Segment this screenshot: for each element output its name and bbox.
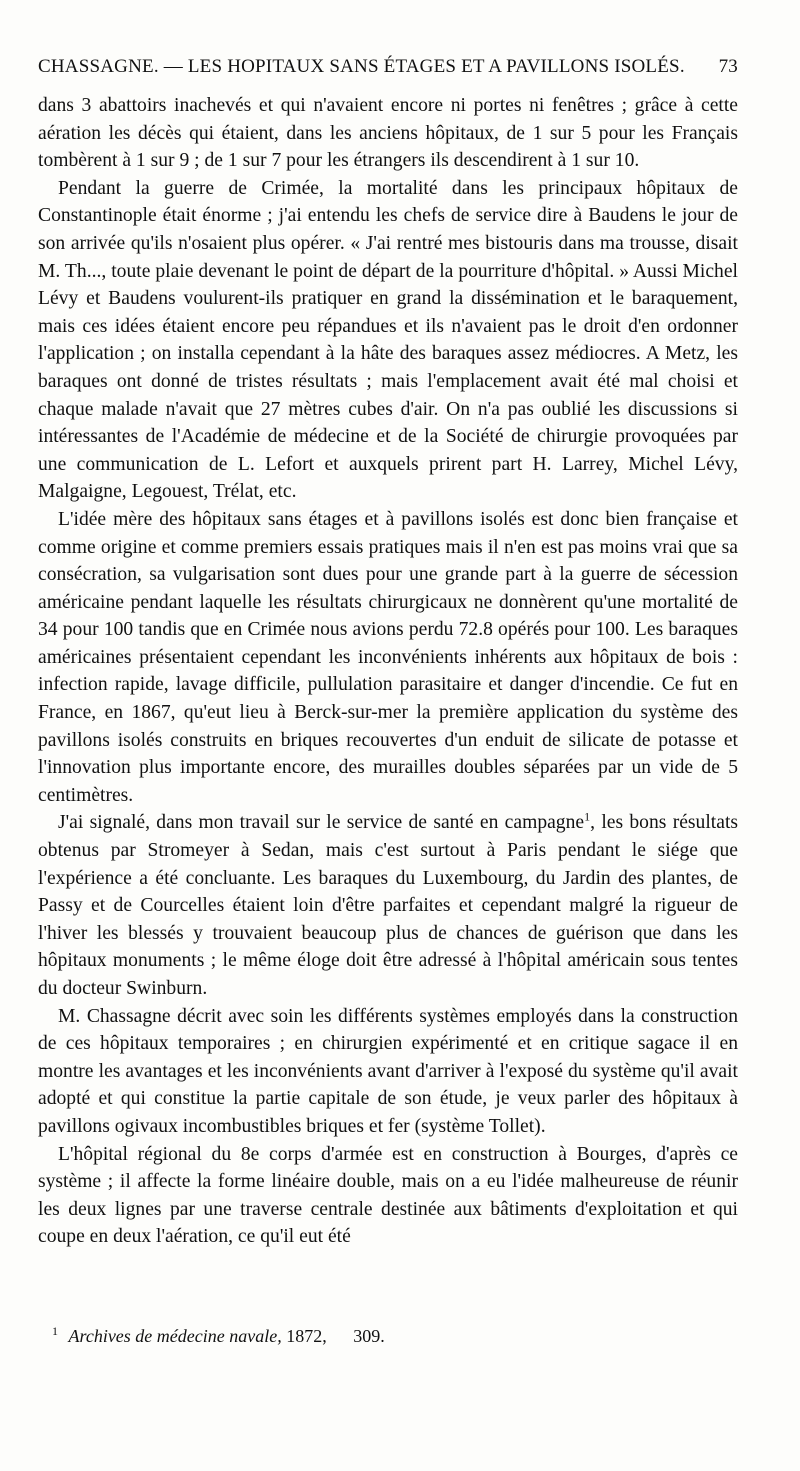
paragraph: dans 3 abattoirs inachevés et qui n'avaient encore ni portes ni fenêtres ; grâce à cette aération les décès qui étaient, dans les anciens hôpitaux, de 1 sur 5 pour les Français tombèrent à 1 sur 9 ; de 1 sur 7 pour les étrangers ils descendirent à 1 sur 10.: [38, 95, 738, 172]
footnote: [52, 1324, 385, 1347]
footnote-source: Archives de médecine navale,: [68, 1326, 282, 1346]
page-number: 73: [718, 56, 738, 77]
paragraph: Pendant la guerre de Crimée, la mortalité dans les principaux hôpitaux de Constantinople était énorme ; j'ai entendu les chefs de service dire à Baudens le jour de son arrivée qu'ils n'osaient plus opérer. « J'ai rentré mes bistouris dans ma trousse, disait M. Th..., toute plaie devenant le point de départ de la pourriture d'hôpital. » Aussi Michel Lévy et Baudens voulurent-ils pratiquer en grand la dissémination et le baraquement, mais ces idées étaient encore peu répandues et ils n'avaient pas le droit d'en ordonner l'application ; on installa cependant à la hâte des baraques assez médiocres. A Metz, les baraques ont donné de tristes résultats ; mais l'emplacement avait été mal choisi et chaque malade n'avait que 27 mètres cubes d'air. On n'a pas oublié les discussions si intéressantes de l'Académie de médecine et de la Société de chirurgie provoquées par une communication de L. Lefort et auxquels prirent part H. Larrey, Michel Lévy, Malgaigne, Legouest, Trélat, etc.: [38, 177, 738, 503]
running-title: CHASSAGNE. — LES HOPITAUX SANS ÉTAGES ET A PAVILLONS ISOLÉS.: [38, 56, 685, 77]
footnote-reference[interactable]: 1: [584, 809, 591, 824]
footnote-page: 309.: [353, 1326, 385, 1346]
paragraph-text: , les bons résultats obtenus par Stromeyer à Sedan, mais c'est surtout à Paris pendant le siége que l'expérience a été concluante. Les baraques du Luxembourg, du Jardin des plantes, de Passy et de Courcelles étaient loin d'être parfaites et cependant malgré la rigueur de l'hiver les blessés y trouvaient beaucoup plus de chances de guérison que dans les hôpitaux monuments ; le même éloge doit être adressé à l'hôpital américain sous tentes du docteur Swinburn.: [38, 812, 739, 999]
paragraph: L'idée mère des hôpitaux sans étages et à pavillons isolés est donc bien française et comme origine et comme premiers essais pratiques mais il n'en est pas moins vrai que sa consécration, sa vulgarisation sont dues pour une grande part à la guerre de sécession américaine pendant laquelle les résultats chirurgicaux ne donnèrent qu'une mortalité de 34 pour 100 tandis que en Crimée nous avions perdu 72.8 opérés pour 100. Les baraques américaines présentaient cependant les inconvénients inhérents aux hôpitaux de bois : infection rapide, lavage difficile, pullulation parasitaire et danger d'incendie. Ce fut en France, en 1867, qu'eut lieu à Berck-sur-mer la première application du système des pavillons isolés construits en briques recouvertes d'un enduit de silicate de potasse et l'innovation plus importante encore, des murailles doubles séparées par un vide de 5 centimètres.: [38, 508, 738, 806]
paragraph: L'hôpital régional du 8e corps d'armée est en construction à Bourges, d'après ce système ; il affecte la forme linéaire double, mais on a eu l'idée malheureuse de réunir les deux lignes par une traverse centrale destinée aux bâtiments d'exploitation et qui coupe en deux l'aération, ce qu'il eut été: [38, 1143, 738, 1248]
footnote-year: 1872,: [286, 1326, 327, 1346]
paragraph: [38, 809, 738, 1002]
footnote-mark: 1: [52, 1324, 58, 1338]
running-header: [38, 56, 738, 78]
body-text: [38, 92, 738, 1251]
paragraph: M. Chassagne décrit avec soin les différents systèmes employés dans la construction de ces hôpitaux temporaires ; en chirurgien expérimenté et en critique sagace il en montre les avantages et les inconvénients avant d'arriver à l'exposé du système qu'il avait adopté et qui constitue la partie capitale de son étude, je veux parler des hôpitaux à pavillons ogivaux incombustibles briques et fer (système Tollet).: [38, 1005, 738, 1137]
paragraph-text: J'ai signalé, dans mon travail sur le service de santé en campagne: [58, 812, 585, 834]
